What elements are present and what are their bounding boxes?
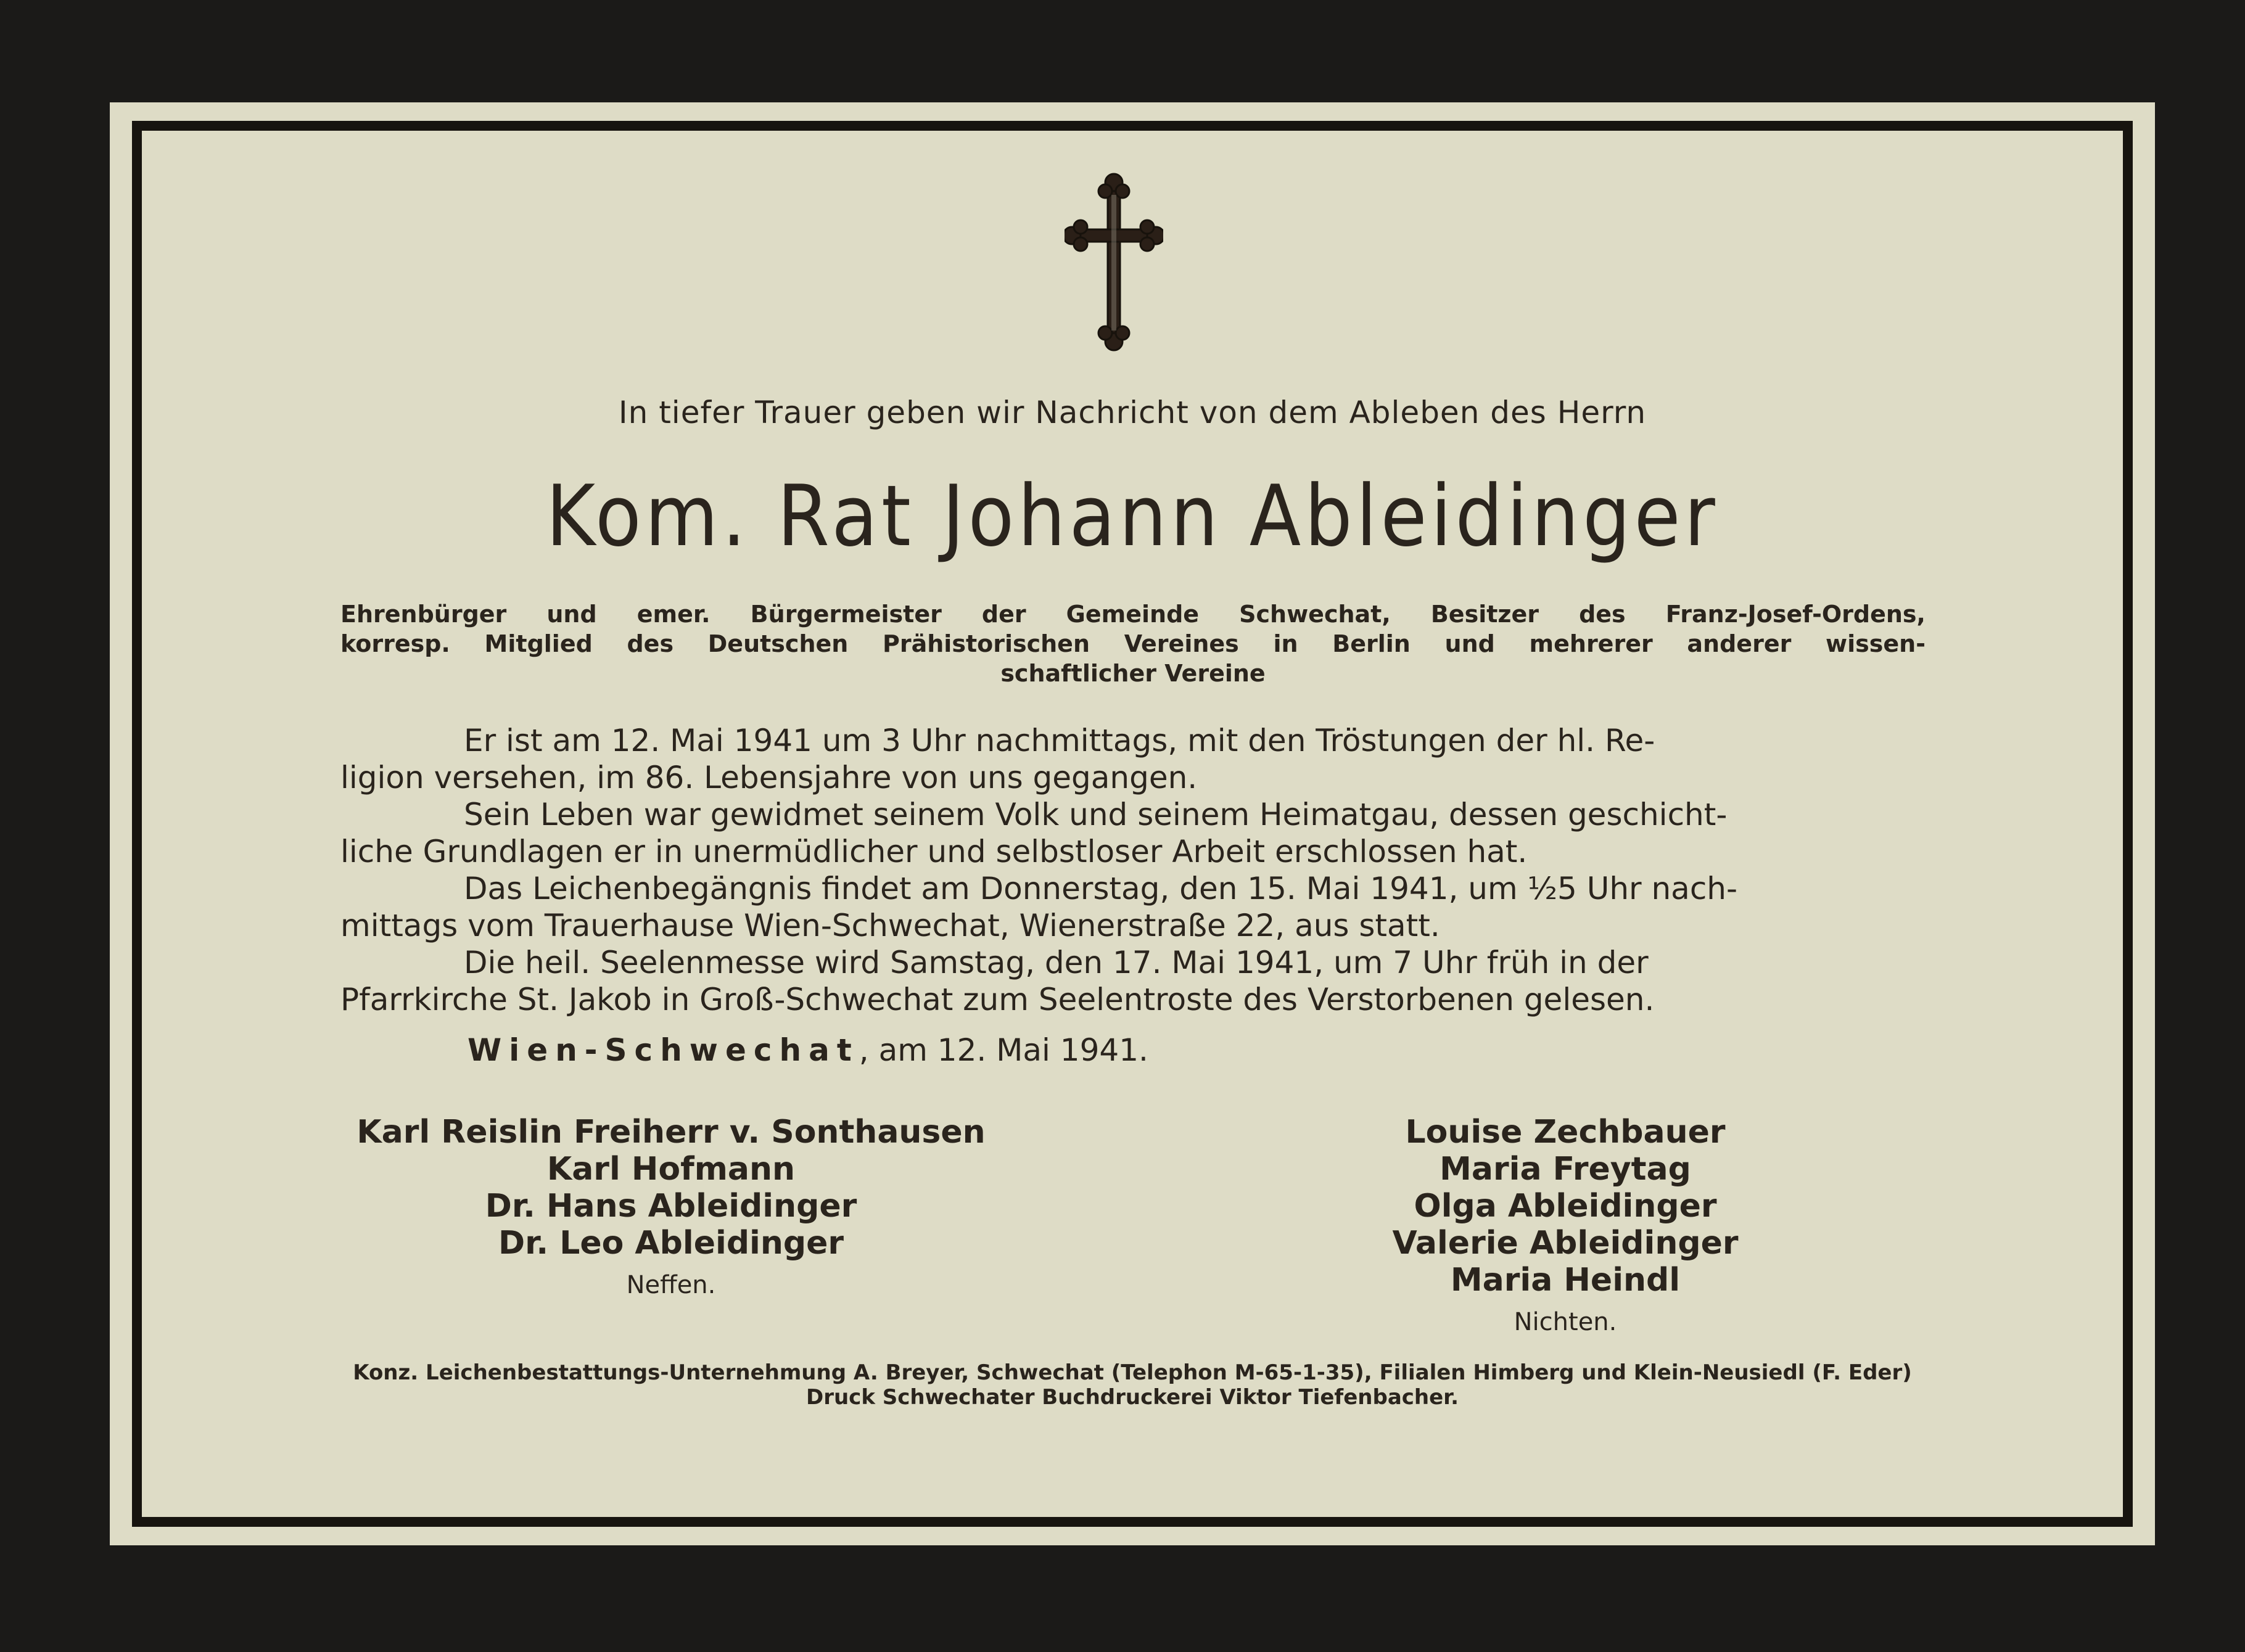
body-line: Sein Leben war gewidmet seinem Volk und seinem Heimatgau, dessen geschicht- xyxy=(464,797,1728,832)
body-line: Pfarrkirche St. Jakob in Groß-Schwechat zum Seelentroste des Verstorbenen gelesen. xyxy=(340,982,1655,1017)
mourner-name: Dr. Leo Ableidinger xyxy=(498,1225,844,1262)
place-and-date xyxy=(468,1032,1148,1068)
cross-icon xyxy=(1065,170,1163,355)
place-city: Wien-Schwechat xyxy=(468,1032,859,1068)
titles-line: schaftlicher Vereine xyxy=(1000,660,1266,687)
nephews-column xyxy=(344,1114,998,1304)
titles-line: korresp. Mitglied des Deutschen Prähistorischen Vereines in Berlin und mehrerer anderer wissen- xyxy=(340,630,1926,657)
mourner-name: Dr. Hans Ableidinger xyxy=(485,1188,857,1225)
nieces-label: Nichten. xyxy=(1514,1308,1617,1336)
body-line: Er ist am 12. Mai 1941 um 3 Uhr nachmittags, mit den Tröstungen der hl. Re- xyxy=(464,723,1655,758)
intro-line: In tiefer Trauer geben wir Nachricht von dem Ableben des Herrn xyxy=(618,395,1647,430)
body-line: Die heil. Seelenmesse wird Samstag, den 17. Mai 1941, um 7 Uhr früh in der xyxy=(464,945,1649,980)
body-line: mittags vom Trauerhause Wien-Schwechat, Wienerstraße 22, aus statt. xyxy=(340,908,1440,943)
nephews-label: Neffen. xyxy=(626,1271,716,1299)
titles-line: Ehrenbürger und emer. Bürgermeister der Gemeinde Schwechat, Besitzer des Franz-Josef-Ordens, xyxy=(340,601,1926,628)
footer-line: Druck Schwechater Buchdruckerei Viktor Tiefenbacher. xyxy=(805,1385,1459,1410)
place-date: , am 12. Mai 1941. xyxy=(859,1032,1148,1068)
announcement-body xyxy=(340,722,1919,1018)
deceased-name: Kom. Rat Johann Ableidinger xyxy=(546,467,1719,565)
mourner-name: Karl Hofmann xyxy=(546,1151,796,1188)
mourner-name: Valerie Ableidinger xyxy=(1392,1225,1739,1262)
mourner-name: Olga Ableidinger xyxy=(1414,1188,1717,1225)
body-line: liche Grundlagen er in unermüdlicher und selbstloser Arbeit erschlossen hat. xyxy=(340,834,1528,869)
mourner-name: Karl Reislin Freiherr v. Sonthausen xyxy=(356,1114,986,1151)
obituary-card xyxy=(110,102,2155,1545)
mourner-name: Maria Heindl xyxy=(1450,1262,1681,1299)
honorary-titles xyxy=(340,599,1926,688)
footer-line: Konz. Leichenbestattungs-Unternehmung A. Breyer, Schwechat (Telephon M-65-1-35), Filialen Himberg und Klein-Neusiedl (F. Eder) xyxy=(353,1360,1912,1385)
printer-footer xyxy=(110,1360,2155,1410)
nieces-column xyxy=(1238,1114,1892,1341)
body-line: ligion versehen, im 86. Lebensjahre von uns gegangen. xyxy=(340,760,1198,795)
mourner-name: Louise Zechbauer xyxy=(1405,1114,1726,1151)
body-line: Das Leichenbegängnis findet am Donnerstag, den 15. Mai 1941, um ½5 Uhr nach- xyxy=(464,871,1738,906)
mourner-name: Maria Freytag xyxy=(1440,1151,1691,1188)
